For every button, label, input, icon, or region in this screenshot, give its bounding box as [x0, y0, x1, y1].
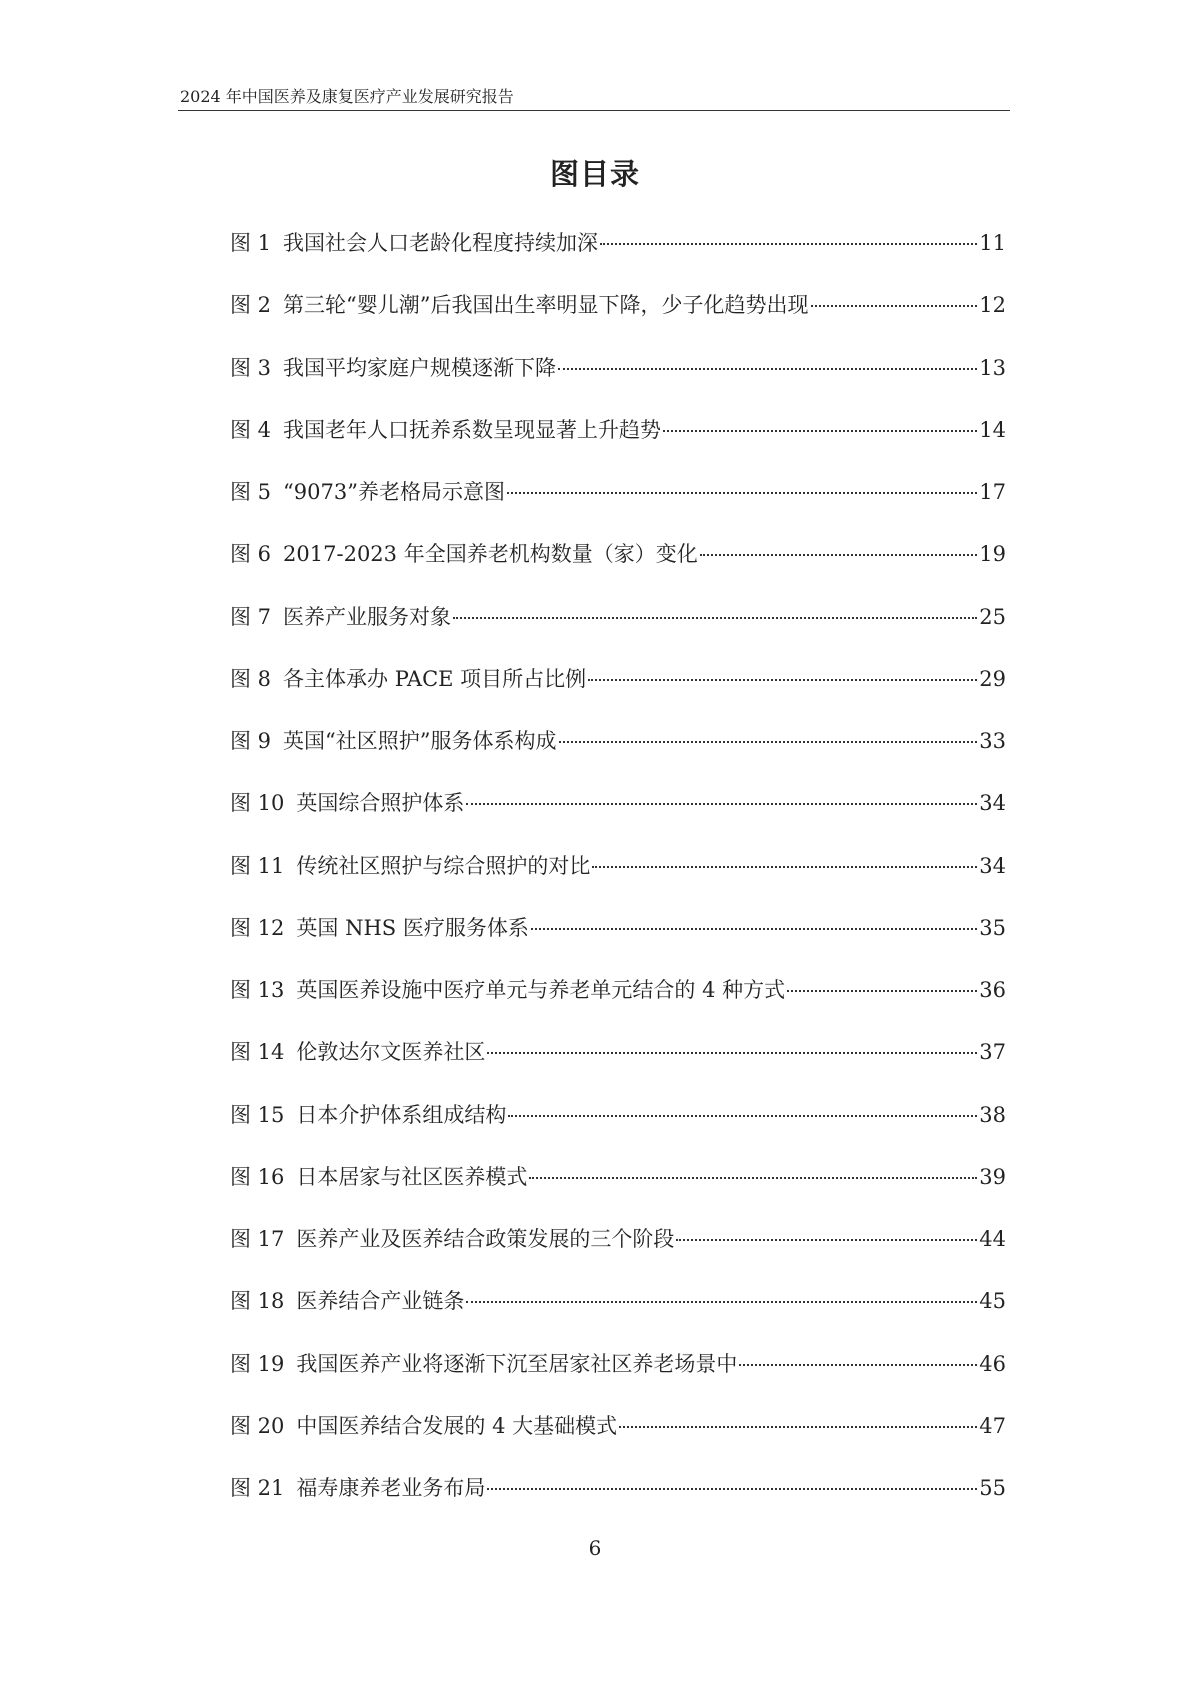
- dot-leader: [619, 1426, 977, 1428]
- page-reference: 38: [979, 1102, 1006, 1127]
- page-reference: 17: [979, 480, 1006, 504]
- page-reference: 47: [979, 1413, 1006, 1438]
- toc-entry[interactable]: [230, 913, 1006, 975]
- toc-entry[interactable]: [230, 1286, 1006, 1348]
- figure-number: 图 15: [230, 1102, 285, 1127]
- dot-leader: [531, 928, 977, 930]
- figure-number: 图 7: [230, 604, 272, 629]
- figure-number: 图 9: [230, 729, 272, 753]
- page-reference: 45: [979, 1289, 1006, 1314]
- toc-entry[interactable]: [230, 1224, 1006, 1286]
- page-reference: 14: [979, 417, 1006, 442]
- page-number: 6: [588, 1536, 602, 1560]
- figure-number: 图 20: [230, 1413, 285, 1438]
- figure-title: 英国“社区照护”服务体系构成: [283, 729, 557, 753]
- page-reference: 29: [979, 666, 1006, 691]
- toc-entry[interactable]: [230, 1162, 1006, 1224]
- dot-leader: [453, 617, 977, 619]
- dot-leader: [787, 990, 977, 992]
- dot-leader: [663, 430, 977, 432]
- figure-number: 图 6: [230, 542, 272, 567]
- figure-title: 第三轮“婴儿潮”后我国出生率明显下降，少子化趋势出现: [283, 293, 809, 318]
- dot-leader: [508, 1115, 977, 1117]
- dot-leader: [676, 1239, 977, 1241]
- page-reference: 34: [979, 791, 1006, 816]
- figure-title: 各主体承办 PACE 项目所占比例: [283, 666, 587, 691]
- figure-title: 医养产业服务对象: [283, 604, 452, 629]
- page-reference: 12: [979, 293, 1006, 318]
- dot-leader: [811, 305, 978, 307]
- page-reference: 36: [979, 978, 1006, 1002]
- figure-number: 图 17: [230, 1227, 285, 1251]
- toc-entry[interactable]: [230, 1411, 1006, 1473]
- toc-entry[interactable]: [230, 788, 1006, 850]
- figure-number: 图 13: [230, 978, 285, 1002]
- dot-leader: [559, 741, 978, 743]
- page-reference: 46: [979, 1351, 1006, 1376]
- dot-leader: [507, 492, 977, 494]
- figure-number: 图 3: [230, 355, 272, 380]
- figure-number: 图 14: [230, 1040, 285, 1065]
- toc-entry[interactable]: [230, 1037, 1006, 1099]
- toc-entry[interactable]: [230, 664, 1006, 726]
- dot-leader: [466, 1301, 977, 1303]
- page-reference: 33: [979, 729, 1006, 753]
- figure-title: 医养结合产业链条: [296, 1289, 465, 1314]
- figure-title: 传统社区照护与综合照护的对比: [296, 853, 591, 878]
- dot-leader: [600, 243, 977, 245]
- page-reference: 35: [979, 915, 1006, 940]
- dot-leader: [487, 1052, 977, 1054]
- toc-entry[interactable]: [230, 1100, 1006, 1162]
- figure-title: 我国平均家庭户规模逐渐下降: [283, 355, 557, 380]
- dot-leader: [592, 866, 977, 868]
- toc-entry[interactable]: [230, 851, 1006, 913]
- running-header-title: 2024 年中国医养及康复医疗产业发展研究报告: [180, 87, 514, 106]
- page-reference: 25: [979, 604, 1006, 629]
- page-reference: 11: [979, 231, 1006, 255]
- figure-number: 图 19: [230, 1351, 285, 1376]
- figure-title: 医养产业及医养结合政策发展的三个阶段: [296, 1227, 675, 1251]
- figure-title: “9073”养老格局示意图: [283, 480, 505, 504]
- figure-number: 图 8: [230, 666, 272, 691]
- dot-leader: [466, 803, 977, 805]
- page-reference: 37: [979, 1040, 1006, 1065]
- figure-title: 2017-2023 年全国养老机构数量（家）变化: [283, 542, 698, 567]
- page-reference: 13: [979, 355, 1006, 380]
- page-reference: 19: [979, 542, 1006, 567]
- dot-leader: [739, 1364, 977, 1366]
- figure-title: 我国社会人口老龄化程度持续加深: [283, 231, 599, 255]
- dot-leader: [700, 554, 978, 556]
- toc-entry[interactable]: [230, 602, 1006, 664]
- figure-title: 福寿康养老业务布局: [296, 1476, 486, 1500]
- toc-entry[interactable]: [230, 477, 1006, 539]
- figure-list: [230, 228, 1006, 1535]
- page-reference: 44: [979, 1227, 1006, 1251]
- figure-number: 图 18: [230, 1289, 285, 1314]
- toc-entry[interactable]: [230, 228, 1006, 290]
- figure-title: 日本介护体系组成结构: [296, 1102, 507, 1127]
- figure-number: 图 10: [230, 791, 285, 816]
- dot-leader: [487, 1488, 977, 1490]
- dot-leader: [588, 679, 977, 681]
- toc-entry[interactable]: [230, 353, 1006, 415]
- figure-number: 图 16: [230, 1164, 285, 1189]
- toc-entry[interactable]: [230, 975, 1006, 1037]
- toc-entry[interactable]: [230, 290, 1006, 352]
- page-reference: 55: [979, 1476, 1006, 1500]
- figure-title: 英国医养设施中医疗单元与养老单元结合的 4 种方式: [296, 978, 786, 1002]
- page-reference: 34: [979, 853, 1006, 878]
- dot-leader: [529, 1177, 977, 1179]
- figure-number: 图 11: [230, 853, 285, 878]
- figure-title: 英国综合照护体系: [296, 791, 465, 816]
- figure-number: 图 1: [230, 231, 272, 255]
- running-header: [178, 84, 1010, 111]
- figure-number: 图 12: [230, 915, 285, 940]
- figure-title: 伦敦达尔文医养社区: [296, 1040, 486, 1065]
- figure-number: 图 4: [230, 417, 272, 442]
- figure-title: 我国老年人口抚养系数呈现显著上升趋势: [283, 417, 662, 442]
- figure-title: 日本居家与社区医养模式: [296, 1164, 528, 1189]
- toc-entry[interactable]: [230, 1473, 1006, 1535]
- toc-entry[interactable]: [230, 415, 1006, 477]
- figure-number: 图 2: [230, 293, 272, 318]
- figure-number: 图 21: [230, 1476, 285, 1500]
- dot-leader: [558, 368, 977, 370]
- toc-title: 图目录: [549, 157, 640, 191]
- figure-title: 英国 NHS 医疗服务体系: [296, 915, 529, 940]
- figure-title: 我国医养产业将逐渐下沉至居家社区养老场景中: [296, 1351, 738, 1376]
- page-reference: 39: [979, 1164, 1006, 1189]
- figure-number: 图 5: [230, 480, 272, 504]
- toc-entry[interactable]: [230, 1349, 1006, 1411]
- toc-entry[interactable]: [230, 539, 1006, 601]
- toc-entry[interactable]: [230, 726, 1006, 788]
- figure-title: 中国医养结合发展的 4 大基础模式: [296, 1413, 618, 1438]
